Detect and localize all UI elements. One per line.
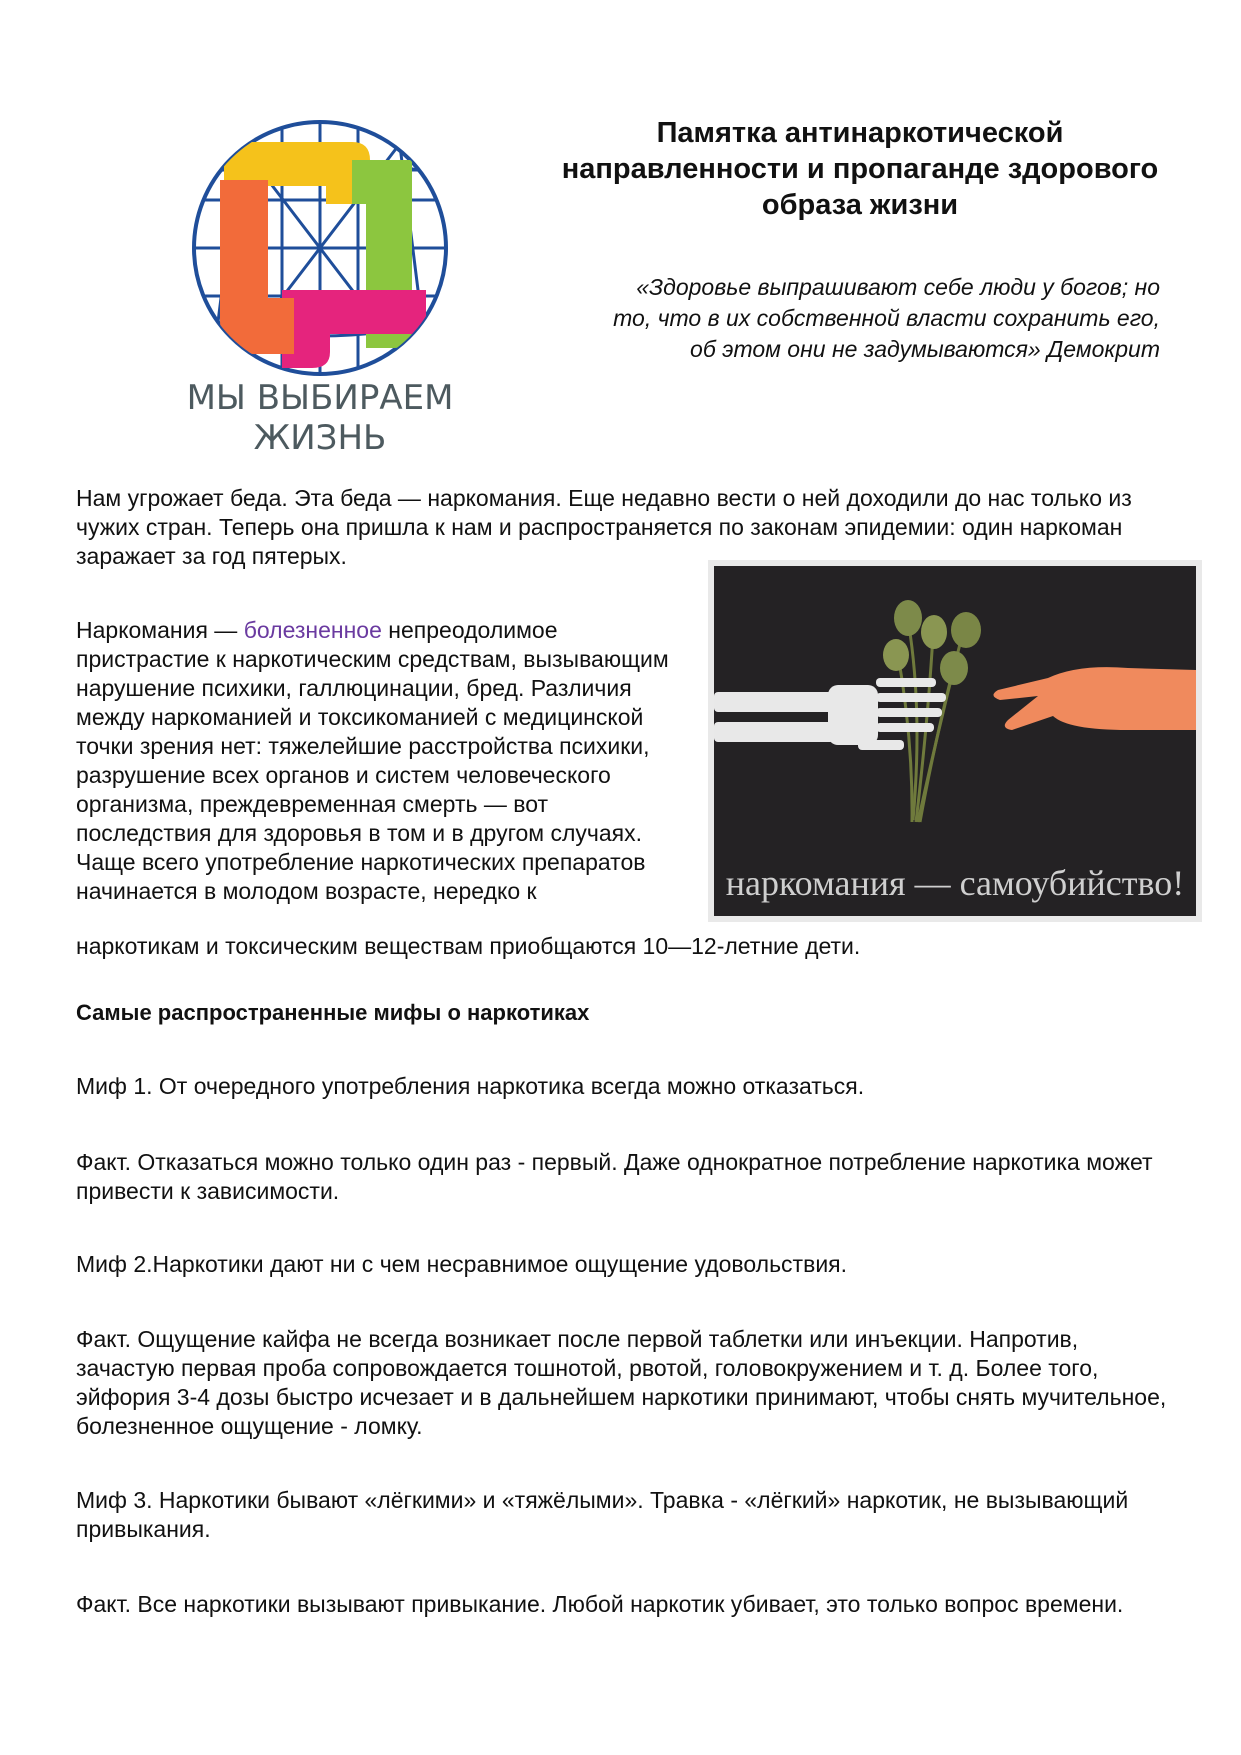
logo — [120, 120, 520, 458]
myth-1: Миф 1. От очередного употребления наркотика всегда можно отказаться. — [76, 1073, 865, 1099]
definition-paragraph — [76, 616, 676, 906]
page-title: Памятка антинаркотической направленности и пропаганде здорового образа жизни — [561, 117, 1159, 221]
definition-rest: непреодолимое пристрастие к наркотическим средствам, вызывающим нарушение психики, галлюцинации, бред. Различия между наркоманией и токсикоманией с медицинской точки зрения нет: тяжелейшие расстройства психики, разрушение всех органов и систем человеческого организма, преждевременная смерть — вот последствия для здоровья в том и в другом случаях. Чаще всего употребление наркотических препаратов начинается в молодом возрасте, нередко к — [76, 617, 669, 904]
globe-hands-icon — [182, 120, 458, 376]
fact-2: Факт. Ощущение кайфа не всегда возникает после первой таблетки или инъекции. Напротив, зачастую первая проба сопровождается тошнотой, рвотой, головокружением и т. д. Более того, эйфория 3-4 дозы быстро исчезает и в дальнейшем наркотики принимают, чтобы снять мучительное, болезненное ощущение - ломку. — [76, 1326, 1167, 1439]
quote-line: то, что в их собственной власти сохранить его, — [613, 305, 1160, 331]
poster-caption: наркомания — самоубийство! — [725, 863, 1185, 903]
myth-2: Миф 2.Наркотики дают ни с чем несравнимое ощущение удовольствия. — [76, 1251, 848, 1277]
quote-line: об этом они не задумываются» Демокрит — [690, 336, 1160, 362]
intro-paragraph: Нам угрожает беда. Эта беда — наркомания. Еще недавно вести о ней доходили до нас только из чужих стран. Теперь она пришла к нам и распространяется по законам эпидемии: один наркоман заражает за год пятерых. — [76, 485, 1132, 569]
myths-heading: Самые распространенные мифы о наркотиках — [76, 1000, 590, 1025]
myth-3: Миф 3. Наркотики бывают «лёгкими» и «тяжёлыми». Травка - «лёгкий» наркотик, не вызывающий привыкания. — [76, 1487, 1129, 1542]
definition-last-line: наркотикам и токсическим веществам приобщаются 10—12-летние дети. — [76, 933, 861, 959]
definition-start: Наркомания — — [76, 617, 244, 643]
definition-accent: болезненное — [243, 617, 382, 643]
epigraph-quote — [540, 272, 1160, 365]
logo-caption: МЫ ВЫБИРАЕМ ЖИЗНЬ — [186, 378, 454, 458]
fact-1: Факт. Отказаться можно только один раз - первый. Даже однократное потребление наркотика может привести к зависимости. — [76, 1149, 1153, 1204]
fact-3: Факт. Все наркотики вызывают привыкание. Любой наркотик убивает, это только вопрос времени. — [76, 1591, 1124, 1617]
anti-drug-poster — [708, 560, 1202, 922]
quote-line: «Здоровье выпрашивают себе люди у богов; но — [636, 274, 1160, 300]
